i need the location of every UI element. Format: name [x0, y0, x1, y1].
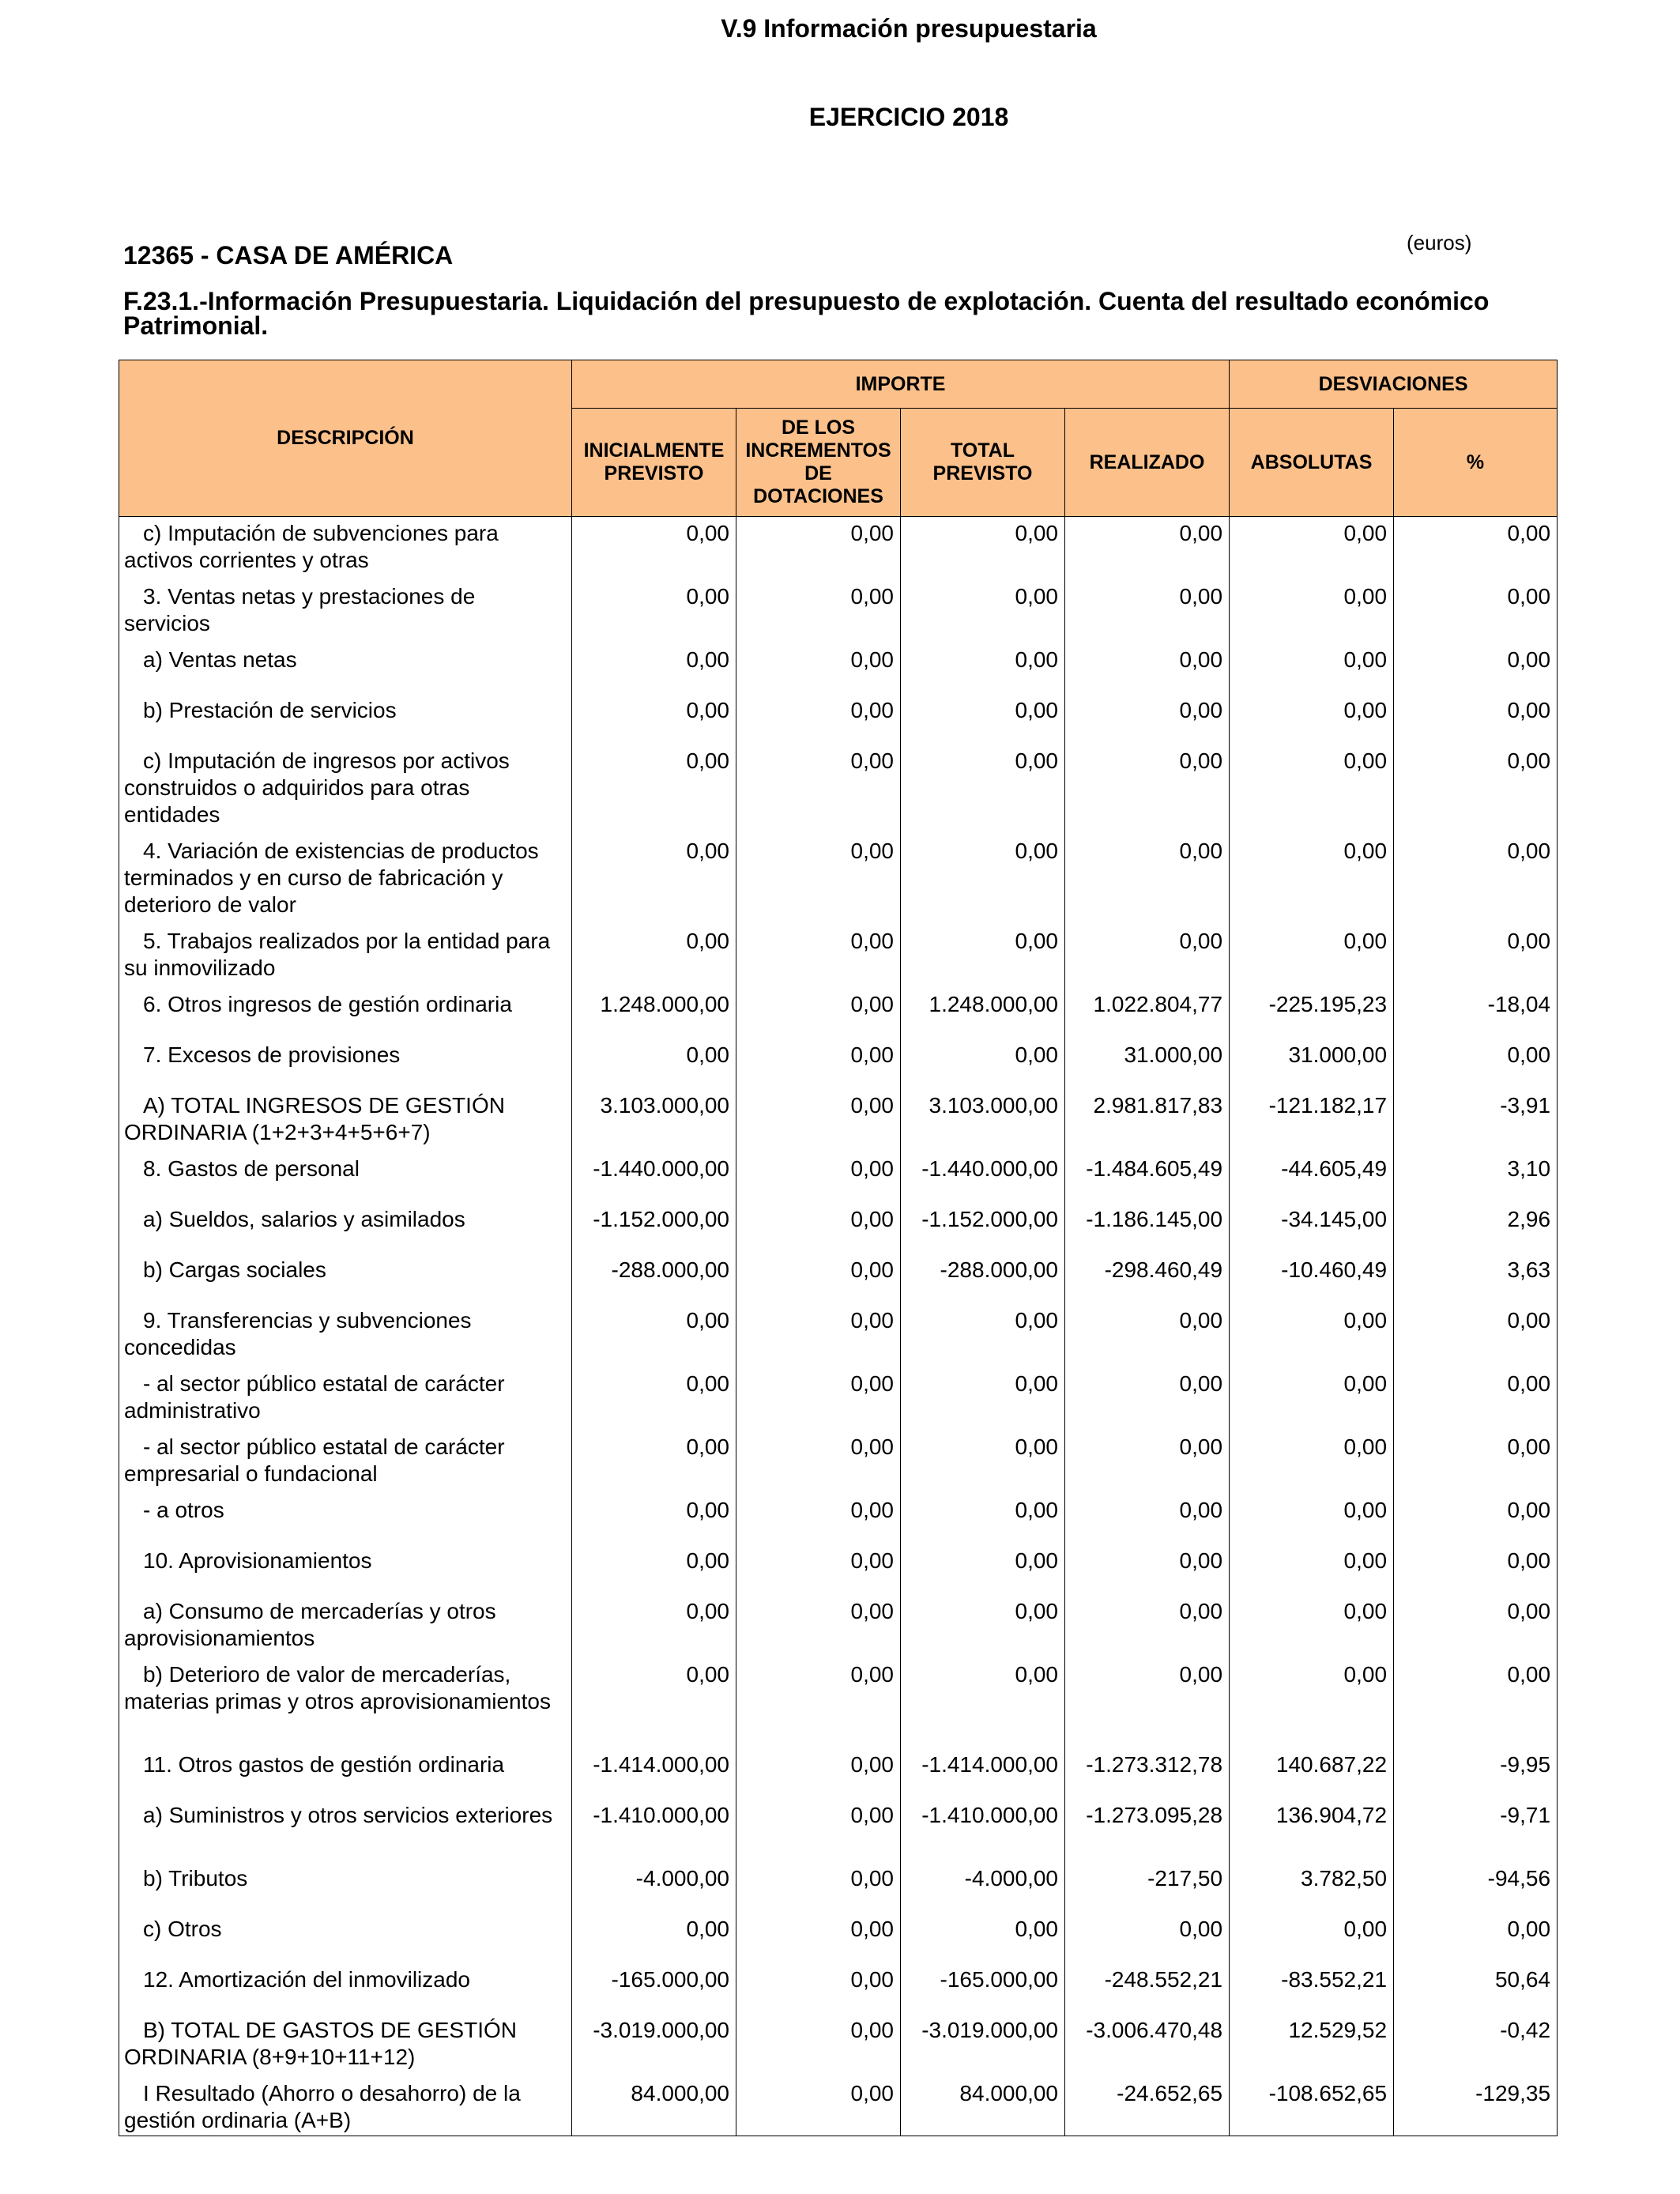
- cell-incrementos: 0,00: [736, 643, 901, 694]
- cell-incrementos: 0,00: [736, 745, 901, 835]
- cell-absolutas: 0,00: [1230, 1431, 1394, 1494]
- cell-incrementos: 0,00: [736, 1658, 901, 1748]
- cell-incrementos: 0,00: [736, 1152, 901, 1203]
- units-label: (euros): [1407, 231, 1472, 254]
- cell-percent: 0,00: [1394, 1304, 1558, 1367]
- section-title: V.9 Información presupuestaria: [721, 14, 1097, 43]
- row-description: b) Cargas sociales: [119, 1253, 572, 1304]
- cell-realizado: 0,00: [1065, 925, 1230, 988]
- table-row: [119, 643, 1558, 694]
- cell-incrementos: 0,00: [736, 1431, 901, 1494]
- cell-realizado: 0,00: [1065, 580, 1230, 643]
- cell-absolutas: -10.460,49: [1230, 1253, 1394, 1304]
- cell-percent: 0,00: [1394, 517, 1558, 580]
- cell-incrementos: 0,00: [736, 1748, 901, 1799]
- cell-inicialmente-previsto: 0,00: [572, 1039, 736, 1089]
- row-description: b) Tributos: [119, 1862, 572, 1913]
- cell-inicialmente-previsto: -1.410.000,00: [572, 1799, 736, 1862]
- cell-inicialmente-previsto: 0,00: [572, 1367, 736, 1431]
- cell-total-previsto: -1.410.000,00: [901, 1799, 1065, 1862]
- cell-incrementos: 0,00: [736, 1544, 901, 1595]
- cell-incrementos: 0,00: [736, 1494, 901, 1544]
- cell-absolutas: 136.904,72: [1230, 1799, 1394, 1862]
- cell-absolutas: 0,00: [1230, 1367, 1394, 1431]
- cell-absolutas: 0,00: [1230, 643, 1394, 694]
- cell-realizado: 0,00: [1065, 745, 1230, 835]
- row-description: b) Prestación de servicios: [119, 694, 572, 745]
- table-row: [119, 2077, 1558, 2136]
- cell-incrementos: 0,00: [736, 1089, 901, 1152]
- entity-name: 12365 - CASA DE AMÉRICA: [123, 241, 454, 270]
- column-group-importe: IMPORTE: [572, 360, 1230, 409]
- cell-percent: 0,00: [1394, 1913, 1558, 1963]
- cell-total-previsto: -1.414.000,00: [901, 1748, 1065, 1799]
- cell-percent: 0,00: [1394, 1431, 1558, 1494]
- cell-absolutas: -121.182,17: [1230, 1089, 1394, 1152]
- cell-incrementos: 0,00: [736, 1963, 901, 2014]
- row-description: 9. Transferencias y subvenciones concedidas: [119, 1304, 572, 1367]
- column-header-percent: %: [1394, 409, 1558, 517]
- row-description: a) Sueldos, salarios y asimilados: [119, 1203, 572, 1253]
- cell-percent: -129,35: [1394, 2077, 1558, 2136]
- cell-incrementos: 0,00: [736, 2014, 901, 2077]
- cell-inicialmente-previsto: 3.103.000,00: [572, 1089, 736, 1152]
- cell-realizado: 0,00: [1065, 1544, 1230, 1595]
- cell-total-previsto: 0,00: [901, 694, 1065, 745]
- row-description: c) Imputación de subvenciones para activos corrientes y otras: [119, 517, 572, 580]
- table-row: [119, 517, 1558, 580]
- row-description: 5. Trabajos realizados por la entidad para su inmovilizado: [119, 925, 572, 988]
- cell-percent: -18,04: [1394, 988, 1558, 1039]
- cell-total-previsto: 0,00: [901, 1304, 1065, 1367]
- cell-inicialmente-previsto: 0,00: [572, 835, 736, 925]
- cell-percent: 0,00: [1394, 1658, 1558, 1748]
- cell-realizado: 0,00: [1065, 1431, 1230, 1494]
- cell-realizado: 0,00: [1065, 643, 1230, 694]
- row-description: 3. Ventas netas y prestaciones de servicios: [119, 580, 572, 643]
- cell-total-previsto: 0,00: [901, 1367, 1065, 1431]
- cell-inicialmente-previsto: 0,00: [572, 1913, 736, 1963]
- table-row: [119, 1367, 1558, 1431]
- row-description: b) Deterioro de valor de mercaderías, materias primas y otros aprovisionamientos: [119, 1658, 572, 1748]
- table-row: [119, 1304, 1558, 1367]
- cell-total-previsto: 0,00: [901, 745, 1065, 835]
- cell-incrementos: 0,00: [736, 2077, 901, 2136]
- cell-percent: 3,63: [1394, 1253, 1558, 1304]
- cell-percent: 0,00: [1394, 643, 1558, 694]
- cell-absolutas: 0,00: [1230, 1494, 1394, 1544]
- table-title: F.23.1.-Información Presupuestaria. Liquidación del presupuesto de explotación. Cuenta del resultado económico Patrimonial.: [123, 287, 1490, 340]
- cell-total-previsto: -4.000,00: [901, 1862, 1065, 1913]
- row-description: 6. Otros ingresos de gestión ordinaria: [119, 988, 572, 1039]
- cell-realizado: 0,00: [1065, 517, 1230, 580]
- cell-percent: 2,96: [1394, 1203, 1558, 1253]
- cell-realizado: 0,00: [1065, 1595, 1230, 1658]
- column-group-desviaciones: DESVIACIONES: [1230, 360, 1558, 409]
- cell-incrementos: 0,00: [736, 580, 901, 643]
- cell-absolutas: -225.195,23: [1230, 988, 1394, 1039]
- cell-total-previsto: 0,00: [901, 835, 1065, 925]
- cell-inicialmente-previsto: 0,00: [572, 1544, 736, 1595]
- column-header-realizado: REALIZADO: [1065, 409, 1230, 517]
- cell-total-previsto: 0,00: [901, 1039, 1065, 1089]
- cell-total-previsto: 0,00: [901, 1913, 1065, 1963]
- row-description: a) Suministros y otros servicios exteriores: [119, 1799, 572, 1862]
- cell-total-previsto: 0,00: [901, 580, 1065, 643]
- cell-inicialmente-previsto: -1.440.000,00: [572, 1152, 736, 1203]
- cell-absolutas: 12.529,52: [1230, 2014, 1394, 2077]
- cell-inicialmente-previsto: 0,00: [572, 1658, 736, 1748]
- cell-total-previsto: -165.000,00: [901, 1963, 1065, 2014]
- column-header-inicialmente-previsto: INICIALMENTE PREVISTO: [572, 409, 736, 517]
- cell-total-previsto: 0,00: [901, 1595, 1065, 1658]
- cell-inicialmente-previsto: 0,00: [572, 694, 736, 745]
- cell-incrementos: 0,00: [736, 694, 901, 745]
- cell-realizado: -1.186.145,00: [1065, 1203, 1230, 1253]
- row-description: 10. Aprovisionamientos: [119, 1544, 572, 1595]
- cell-incrementos: 0,00: [736, 517, 901, 580]
- row-description: 7. Excesos de provisiones: [119, 1039, 572, 1089]
- cell-absolutas: 140.687,22: [1230, 1748, 1394, 1799]
- cell-percent: 50,64: [1394, 1963, 1558, 2014]
- cell-incrementos: 0,00: [736, 1862, 901, 1913]
- cell-realizado: -1.273.312,78: [1065, 1748, 1230, 1799]
- cell-percent: 0,00: [1394, 1544, 1558, 1595]
- cell-inicialmente-previsto: 0,00: [572, 643, 736, 694]
- cell-realizado: -24.652,65: [1065, 2077, 1230, 2136]
- cell-absolutas: 0,00: [1230, 745, 1394, 835]
- column-header-incrementos: DE LOS INCREMENTOS DE DOTACIONES: [736, 409, 901, 517]
- cell-absolutas: 0,00: [1230, 1304, 1394, 1367]
- table-row: [119, 1595, 1558, 1658]
- table-row: [119, 1253, 1558, 1304]
- cell-incrementos: 0,00: [736, 1203, 901, 1253]
- cell-realizado: -1.273.095,28: [1065, 1799, 1230, 1862]
- cell-percent: -0,42: [1394, 2014, 1558, 2077]
- cell-realizado: -248.552,21: [1065, 1963, 1230, 2014]
- cell-realizado: -217,50: [1065, 1862, 1230, 1913]
- cell-realizado: 0,00: [1065, 1494, 1230, 1544]
- row-description: - a otros: [119, 1494, 572, 1544]
- cell-incrementos: 0,00: [736, 1367, 901, 1431]
- cell-absolutas: 0,00: [1230, 580, 1394, 643]
- cell-total-previsto: 0,00: [901, 925, 1065, 988]
- cell-realizado: 31.000,00: [1065, 1039, 1230, 1089]
- cell-absolutas: 0,00: [1230, 925, 1394, 988]
- table-row: [119, 1039, 1558, 1089]
- cell-percent: 0,00: [1394, 745, 1558, 835]
- table-row: [119, 1152, 1558, 1203]
- table-row: [119, 745, 1558, 835]
- row-description: a) Consumo de mercaderías y otros aprovisionamientos: [119, 1595, 572, 1658]
- cell-realizado: 0,00: [1065, 1304, 1230, 1367]
- cell-incrementos: 0,00: [736, 1913, 901, 1963]
- cell-inicialmente-previsto: -165.000,00: [572, 1963, 736, 2014]
- cell-realizado: 0,00: [1065, 835, 1230, 925]
- cell-percent: 0,00: [1394, 1595, 1558, 1658]
- cell-inicialmente-previsto: 84.000,00: [572, 2077, 736, 2136]
- cell-incrementos: 0,00: [736, 1799, 901, 1862]
- table-row: [119, 1431, 1558, 1494]
- column-header-descripcion: DESCRIPCIÓN: [119, 360, 572, 517]
- cell-realizado: -1.484.605,49: [1065, 1152, 1230, 1203]
- fiscal-year-title: EJERCICIO 2018: [808, 103, 1009, 131]
- cell-realizado: -3.006.470,48: [1065, 2014, 1230, 2077]
- row-description: 4. Variación de existencias de productos terminados y en curso de fabricación y deterioro de valor: [119, 835, 572, 925]
- cell-absolutas: 0,00: [1230, 1913, 1394, 1963]
- row-description: 11. Otros gastos de gestión ordinaria: [119, 1748, 572, 1799]
- cell-inicialmente-previsto: 0,00: [572, 745, 736, 835]
- table-header: [119, 360, 1558, 517]
- cell-total-previsto: 0,00: [901, 643, 1065, 694]
- cell-inicialmente-previsto: 0,00: [572, 1595, 736, 1658]
- table-row: [119, 1913, 1558, 1963]
- cell-absolutas: -34.145,00: [1230, 1203, 1394, 1253]
- row-description: A) TOTAL INGRESOS DE GESTIÓN ORDINARIA (1+2+3+4+5+6+7): [119, 1089, 572, 1152]
- table-row: [119, 580, 1558, 643]
- cell-total-previsto: 0,00: [901, 1431, 1065, 1494]
- cell-absolutas: 0,00: [1230, 694, 1394, 745]
- cell-inicialmente-previsto: 0,00: [572, 1494, 736, 1544]
- row-description: c) Imputación de ingresos por activos construidos o adquiridos para otras entidades: [119, 745, 572, 835]
- cell-incrementos: 0,00: [736, 988, 901, 1039]
- cell-realizado: 0,00: [1065, 694, 1230, 745]
- cell-absolutas: 0,00: [1230, 517, 1394, 580]
- cell-percent: 0,00: [1394, 1039, 1558, 1089]
- cell-absolutas: -83.552,21: [1230, 1963, 1394, 2014]
- cell-incrementos: 0,00: [736, 1039, 901, 1089]
- row-description: - al sector público estatal de carácter empresarial o fundacional: [119, 1431, 572, 1494]
- cell-realizado: 0,00: [1065, 1658, 1230, 1748]
- cell-inicialmente-previsto: -1.414.000,00: [572, 1748, 736, 1799]
- cell-inicialmente-previsto: 0,00: [572, 580, 736, 643]
- cell-total-previsto: 84.000,00: [901, 2077, 1065, 2136]
- cell-percent: -9,71: [1394, 1799, 1558, 1862]
- cell-total-previsto: -1.152.000,00: [901, 1203, 1065, 1253]
- budget-table: [119, 360, 1558, 2136]
- cell-percent: -3,91: [1394, 1089, 1558, 1152]
- table-row: [119, 925, 1558, 988]
- cell-total-previsto: 0,00: [901, 1658, 1065, 1748]
- cell-absolutas: 0,00: [1230, 835, 1394, 925]
- cell-inicialmente-previsto: -4.000,00: [572, 1862, 736, 1913]
- row-description: 12. Amortización del inmovilizado: [119, 1963, 572, 2014]
- cell-incrementos: 0,00: [736, 1304, 901, 1367]
- cell-realizado: 0,00: [1065, 1367, 1230, 1431]
- cell-total-previsto: 0,00: [901, 1494, 1065, 1544]
- cell-percent: 3,10: [1394, 1152, 1558, 1203]
- cell-total-previsto: -288.000,00: [901, 1253, 1065, 1304]
- cell-percent: 0,00: [1394, 1494, 1558, 1544]
- cell-realizado: 1.022.804,77: [1065, 988, 1230, 1039]
- row-description: B) TOTAL DE GASTOS DE GESTIÓN ORDINARIA (8+9+10+11+12): [119, 2014, 572, 2077]
- cell-absolutas: -108.652,65: [1230, 2077, 1394, 2136]
- table-row: [119, 1494, 1558, 1544]
- cell-inicialmente-previsto: -288.000,00: [572, 1253, 736, 1304]
- cell-incrementos: 0,00: [736, 835, 901, 925]
- cell-inicialmente-previsto: 0,00: [572, 925, 736, 988]
- cell-total-previsto: 0,00: [901, 1544, 1065, 1595]
- table-row: [119, 1203, 1558, 1253]
- cell-percent: -9,95: [1394, 1748, 1558, 1799]
- table-row: [119, 1963, 1558, 2014]
- cell-inicialmente-previsto: 0,00: [572, 1431, 736, 1494]
- cell-percent: 0,00: [1394, 694, 1558, 745]
- cell-realizado: -298.460,49: [1065, 1253, 1230, 1304]
- table-row: [119, 835, 1558, 925]
- column-header-total-previsto: TOTAL PREVISTO: [901, 409, 1065, 517]
- cell-total-previsto: 0,00: [901, 517, 1065, 580]
- table-row: [119, 1748, 1558, 1799]
- table-row: [119, 1089, 1558, 1152]
- row-description: c) Otros: [119, 1913, 572, 1963]
- table-row: [119, 694, 1558, 745]
- cell-percent: 0,00: [1394, 580, 1558, 643]
- cell-total-previsto: -1.440.000,00: [901, 1152, 1065, 1203]
- table-row: [119, 1544, 1558, 1595]
- row-description: a) Ventas netas: [119, 643, 572, 694]
- cell-total-previsto: 1.248.000,00: [901, 988, 1065, 1039]
- cell-percent: 0,00: [1394, 835, 1558, 925]
- cell-absolutas: 0,00: [1230, 1544, 1394, 1595]
- cell-realizado: 2.981.817,83: [1065, 1089, 1230, 1152]
- cell-inicialmente-previsto: 0,00: [572, 1304, 736, 1367]
- cell-incrementos: 0,00: [736, 1595, 901, 1658]
- cell-inicialmente-previsto: 0,00: [572, 517, 736, 580]
- cell-absolutas: 31.000,00: [1230, 1039, 1394, 1089]
- cell-percent: 0,00: [1394, 925, 1558, 988]
- cell-inicialmente-previsto: -3.019.000,00: [572, 2014, 736, 2077]
- cell-absolutas: 0,00: [1230, 1595, 1394, 1658]
- table-row: [119, 1658, 1558, 1748]
- cell-absolutas: 3.782,50: [1230, 1862, 1394, 1913]
- cell-percent: -94,56: [1394, 1862, 1558, 1913]
- table-row: [119, 1862, 1558, 1913]
- cell-total-previsto: 3.103.000,00: [901, 1089, 1065, 1152]
- table-row: [119, 988, 1558, 1039]
- column-header-absolutas: ABSOLUTAS: [1230, 409, 1394, 517]
- cell-inicialmente-previsto: -1.152.000,00: [572, 1203, 736, 1253]
- row-description: 8. Gastos de personal: [119, 1152, 572, 1203]
- row-description: I Resultado (Ahorro o desahorro) de la gestión ordinaria (A+B): [119, 2077, 572, 2136]
- cell-realizado: 0,00: [1065, 1913, 1230, 1963]
- cell-incrementos: 0,00: [736, 1253, 901, 1304]
- cell-absolutas: 0,00: [1230, 1658, 1394, 1748]
- table-row: [119, 1799, 1558, 1862]
- row-description: - al sector público estatal de carácter administrativo: [119, 1367, 572, 1431]
- cell-absolutas: -44.605,49: [1230, 1152, 1394, 1203]
- cell-incrementos: 0,00: [736, 925, 901, 988]
- table-row: [119, 2014, 1558, 2077]
- cell-inicialmente-previsto: 1.248.000,00: [572, 988, 736, 1039]
- cell-percent: 0,00: [1394, 1367, 1558, 1431]
- table-body: [119, 517, 1558, 2136]
- cell-total-previsto: -3.019.000,00: [901, 2014, 1065, 2077]
